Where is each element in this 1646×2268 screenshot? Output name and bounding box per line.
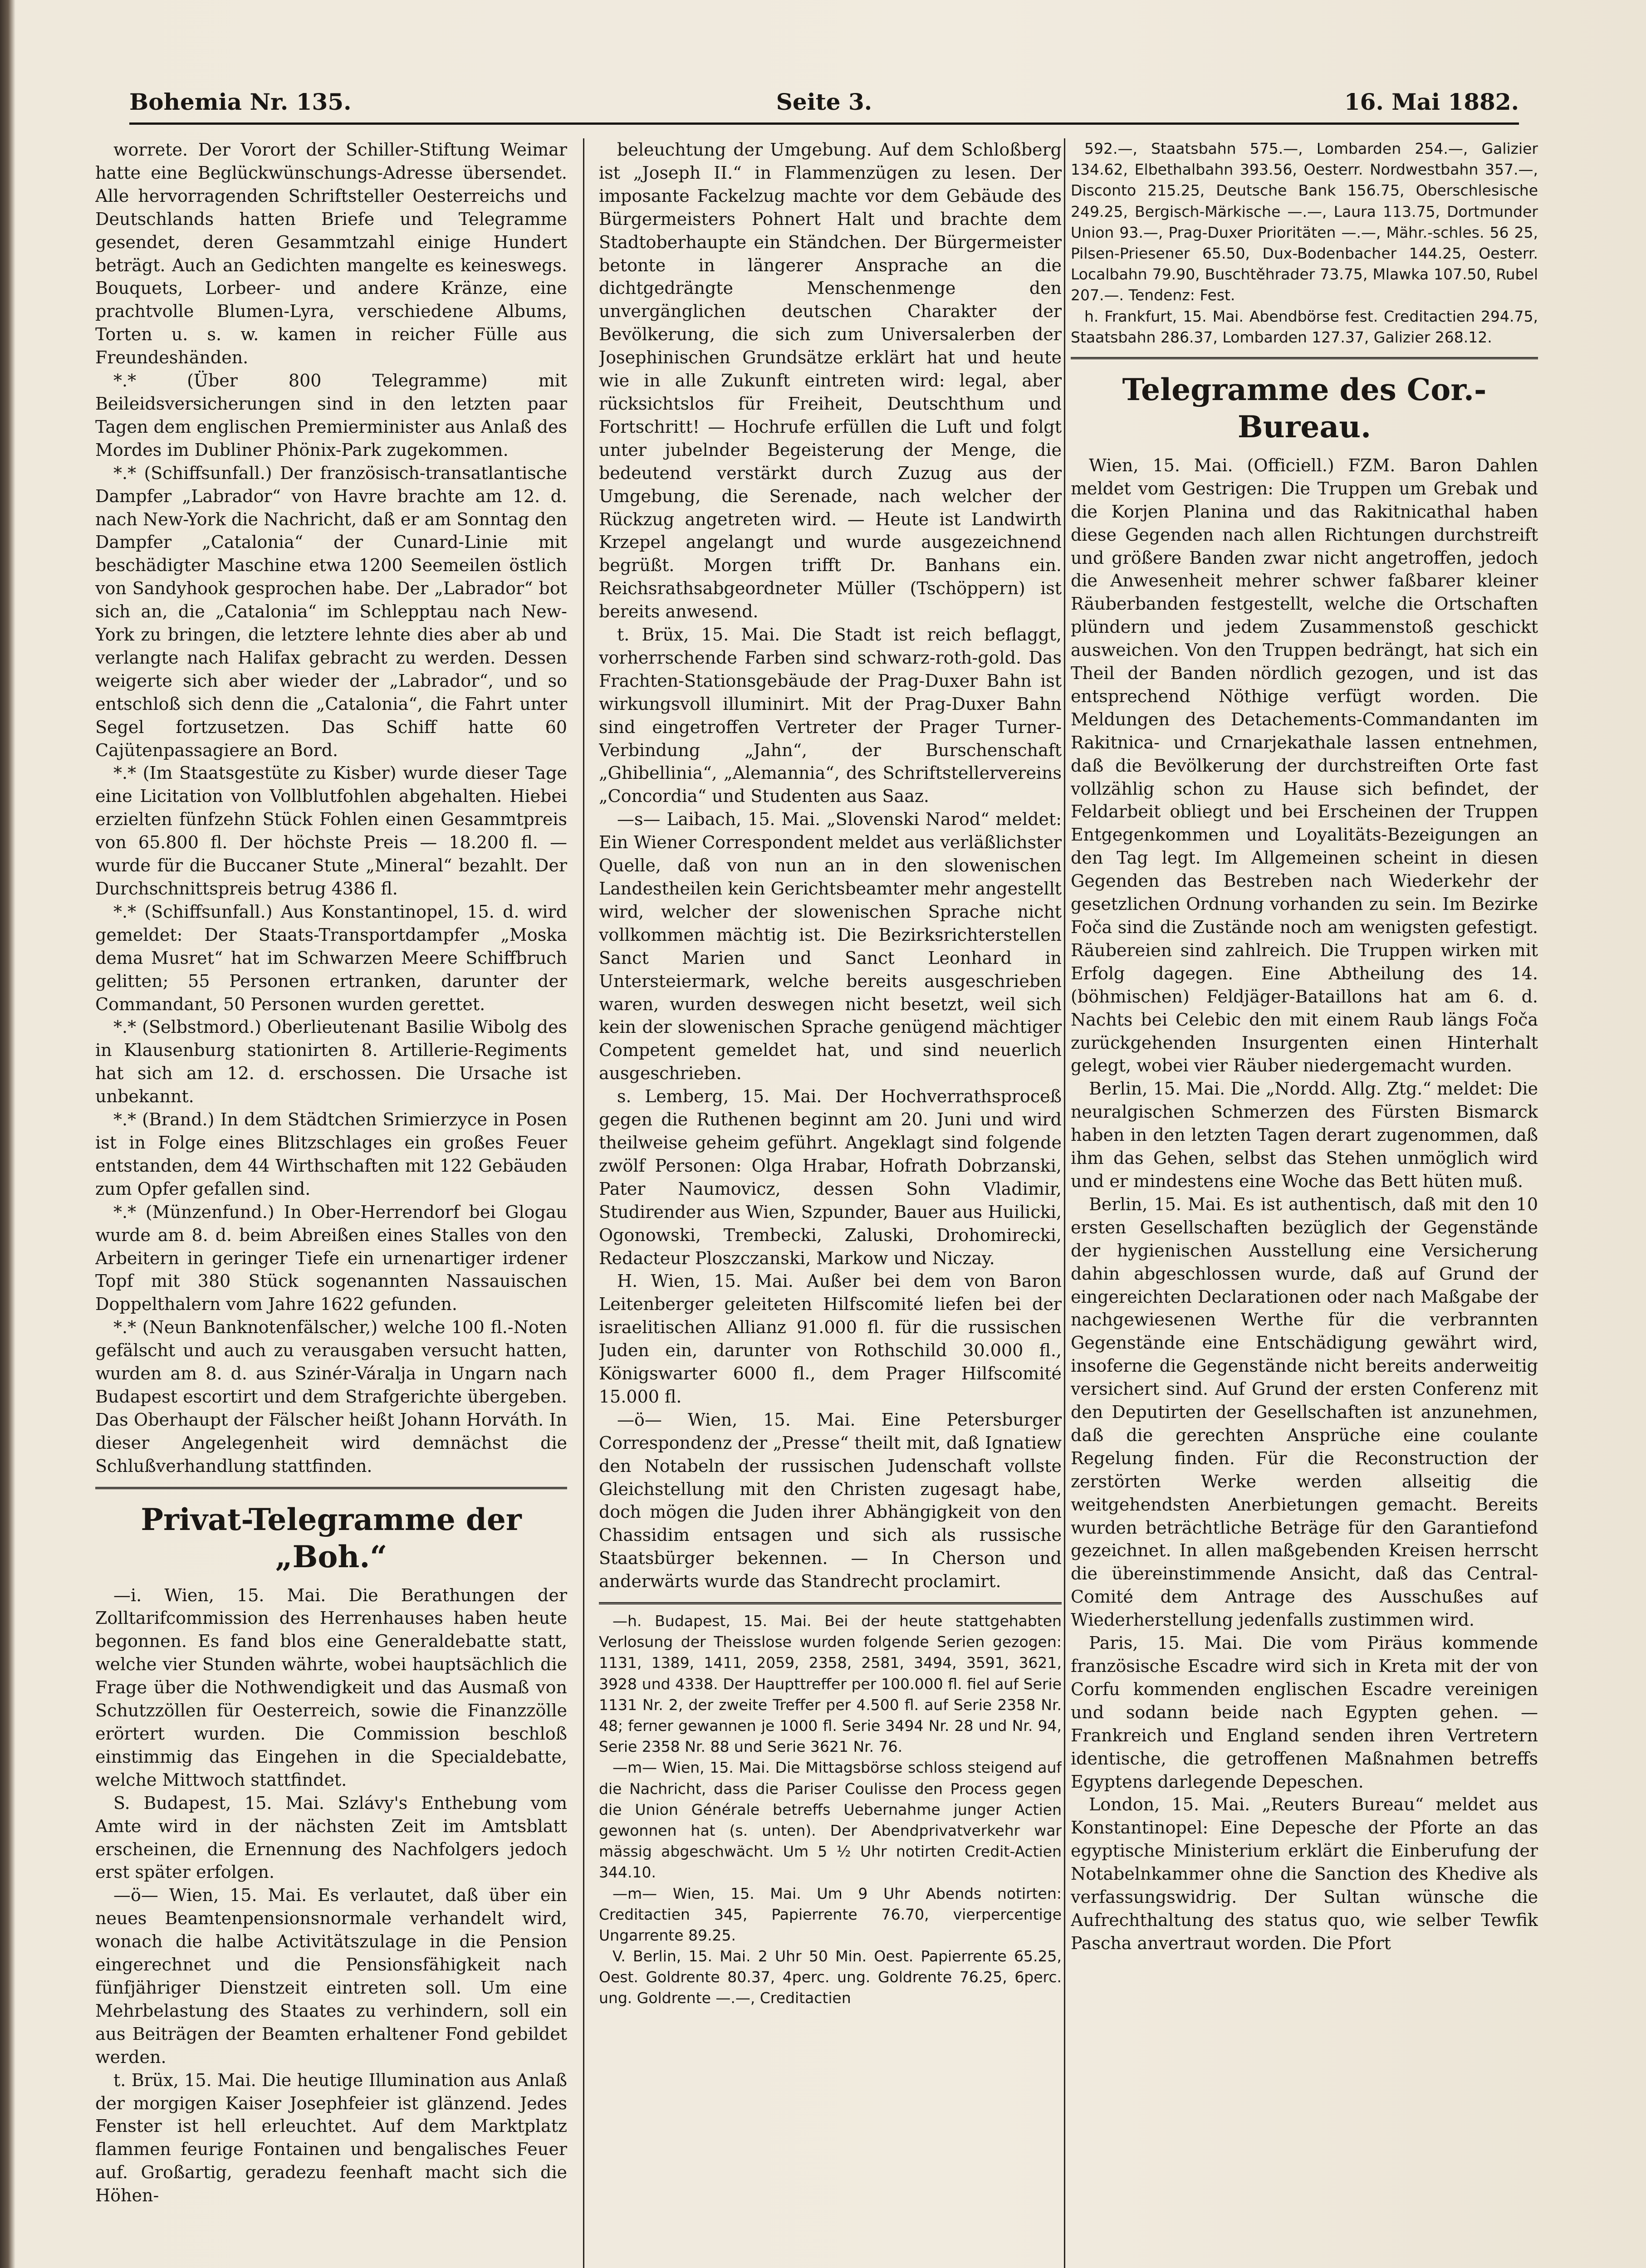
section-separator [95, 1487, 567, 1489]
news-item: *.* (Selbstmord.) Oberlieutenant Basilie Wibolg des in Klausenburg stationirten 8. Artillerie-Regiments hat sich am 12. d. erschossen. Die Ursache ist unbekannt. [95, 1017, 567, 1107]
telegram-item: t. Brüx, 15. Mai. Die Stadt ist reich beflaggt, vorherrschende Farben sind schwarz-roth-gold. Das Frachten-Stationsgebäude der Prag-Duxer Bahn ist wirkungsvoll illuminirt. Mit der Prag-Duxer Bahn sind eingetroffen Vertreter der Prager Turner-Verbindung „Jahn“, der Burschenschaft „Ghibellinia“, „Alemannia“, des Schriftstellervereins „Concordia“ und Studenten aus Saaz. [599, 625, 1062, 807]
news-item: *.* (Neun Banknotenfälscher,) welche 100 fl.-Noten gefälscht und auch zu verausgaben versucht hatten, wurden am 8. d. aus Szinér-Váralja in Ungarn nach Budapest escortirt und dem Strafgerichte übergeben. Das Oberhaupt der Fälscher heißt Johann Horváth. In dieser Angelegenheit wird demnächst die Schlußverhandlung stattfinden. [95, 1317, 567, 1476]
section-separator [599, 1602, 1062, 1604]
column-3 [1071, 138, 1538, 2268]
market-reports [599, 1611, 1062, 2009]
section-title-cor-bureau: Telegramme des Cor.-Bureau. [1122, 371, 1487, 445]
telegram-item: —i. Wien, 15. Mai. Die Berathungen der Zolltarifcommission des Herrenhauses haben heute begonnen. Es fand blos eine Generaldebatte statt, welche vier Stunden währte, wobei hauptsächlich die Frage über die Nothwendigkeit und das Ausmaß von Schutzzöllen für Oesterreich, sowie die Finanzzölle erörtert wurden. Die Commission beschloß einstimmig das Eingehen in die Specialdebatte, welche Mittwoch stattfindet. [95, 1585, 567, 1790]
market-item: —m— Wien, 15. Mai. Die Mittagsbörse schloss steigend auf die Nachricht, dass die Pariser Coulisse den Process gegen die Union Générale betreffs Uebernahme junger Actien gewonnen hat (s. unten). Der Abendprivatverkehr war mässig abgeschwächt. Um 5 ½ Uhr notirten Credit-Actien 344.10. [599, 1759, 1062, 1882]
header-paper-name: Bohemia Nr. 135. [129, 88, 352, 115]
telegram-item: London, 15. Mai. „Reuters Bureau“ meldet aus Konstantinopel: Eine Depesche der Pforte an das egyptische Ministerium erklärt die Einberufung der Notabelnkammer ohne die Sanction des Khedive als verfassungswidrig. Der Sultan wünsche die Aufrechthaltung des status quo, wie selber Tewfik Pascha anvertraut worden. Die Pfort [1071, 1794, 1538, 1953]
news-item: *.* (Im Staatsgestüte zu Kisber) wurde dieser Tage eine Licitation von Vollblutfohlen abgehalten. Hiebei erzielten fünfzehn Stück Fohlen einen Gesammtpreis von 65.800 fl. Der höchste Preis — 18.200 fl. — wurde für die Buccaner Stute „Mineral“ bezahlt. Der Durchschnittspreis betrug 4386 fl. [95, 763, 567, 899]
telegram-item: Paris, 15. Mai. Die vom Piräus kommende französische Escadre wird sich in Kreta mit der von Corfu kommenden englischen Escadre vereinigen und sodann beide nach Egypten gehen. — Frankreich und England senden ihren Vertretern identische, die getroffenen Maßnahmen betreffs Egyptens darlegende Depeschen. [1071, 1633, 1538, 1792]
market-item: —h. Budapest, 15. Mai. Bei der heute stattgehabten Verlosung der Theisslose wurden folgende Serien gezogen: 1131, 1389, 1411, 2059, 2358, 2581, 3494, 3591, 3621, 3928 und 4338. Der Haupttreffer per 100.000 fl. fiel auf Serie 1131 Nr. 2, der zweite Treffer per 4.500 fl. auf Serie 2358 Nr. 48; ferner gewannen je 1000 fl. Serie 3494 Nr. 28 und Nr. 94, Serie 2358 Nr. 88 und Serie 3621 Nr. 76. [599, 1612, 1062, 1756]
telegram-item: beleuchtung der Umgebung. Auf dem Schloßberg ist „Joseph II.“ in Flammenzügen zu lesen. Der imposante Fackelzug machte vor dem Gebäude des Bürgermeisters Pohnert Halt und brachte dem Stadtoberhaupte ein Ständchen. Der Bürgermeister betonte in längerer Ansprache an die dichtgedrängte Menschenmenge den unvergänglichen deutschen Charakter der Bevölkerung, die sich zum Universalerben der Josephinischen Grundsätze erklärt hat und heute wie in alle Zukunft eintreten wird: legal, aber rücksichtslos für Freiheit, Deutschthum und Fortschritt! — Hochrufe erfüllen die Luft und folgt unter jubelnder Begeisterung der Menge, die bedeutend verstärkt durch Zuzug aus der Umgebung, die Serenade, nach welcher der Rückzug angetreten wird. — Heute ist Landwirth Krzepel angelangt und wurde ausgezeichnend begrüßt. Morgen trifft Dr. Banhans ein. Reichsrathsabgeordneter Müller (Tschöppern) ist bereits anwesend. [599, 140, 1062, 622]
section-separator [1071, 357, 1538, 359]
section-title-private-telegrams: Privat-Telegramme der „Boh.“ [141, 1501, 522, 1575]
telegram-item: s. Lemberg, 15. Mai. Der Hochverrathsproceß gegen die Ruthenen beginnt am 20. Juni und wird theilweise geheim geführt. Angeklagt sind folgende zwölf Personen: Olga Hrabar, Hofrath Dobrzanski, Pater Naumovicz, dessen Sohn Vladimir, Studirender aus Wien, Szpunder, Bauer aus Huilicki, Ogonowski, Trembecki, Zaluski, Drohomirecki, Redacteur Ploszczanski, Markow und Niczay. [599, 1086, 1062, 1268]
telegram-item: Berlin, 15. Mai. Es ist authentisch, daß mit den 10 ersten Gesellschaften bezüglich der Gegenstände der hygienischen Ausstellung eine Versicherung dahin abgeschlossen wurde, daß auf Grund der eingereichten Declarationen oder nach Maßgabe der nachgewiesenen Werthe für die verbrannten Gegenstände eine Entschädigung gewährt wird, insoferne die Gegenstände nicht bereits anderweitig versichert sind. Auf Grund der ersten Conferenz mit den Deputirten der Gesellschaften ist anzunehmen, daß die gerechten Ansprüche eine coulante Regelung finden. Für die Reconstruction der zerstörten Werke werden allseitig die weitgehendsten Anerbietungen gemacht. Bereits wurden beträchtliche Beträge für den Garantiefond gezeichnet. In allen maßgebenden Kreisen herrscht die übereinstimmende Ansicht, daß das Central-Comité dem Antrage des Ausschußes auf Wiederherstellung jedenfalls zustimmen wird. [1071, 1194, 1538, 1630]
article-paragraph: worrete. Der Vorort der Schiller-Stiftung Weimar hatte eine Beglückwünschungs-Adresse übersendet. Alle hervorragenden Schriftsteller Oesterreichs und Deutschlands hatten Briefe und Telegramme gesendet, deren Gesammtzahl einige Hundert beträgt. Auch an Gedichten mangelte es keineswegs. Bouquets, Lorbeer- und andere Kränze, eine prachtvolle Blumen-Lyra, verschiedene Albums, Torten u. s. w. kamen in reicher Fülle aus Freundeshänden. [95, 140, 567, 368]
market-reports-continued [1071, 138, 1538, 348]
header-page-number: Seite 3. [776, 88, 872, 115]
telegram-item: Wien, 15. Mai. (Officiell.) FZM. Baron Dahlen meldet vom Gestrigen: Die Truppen um Grebak und die Korjen Planina und das Rakitnicathal haben diese Gegenden nach allen Richtungen durchstreift und größere Banden zwar nicht angetroffen, jedoch die Anwesenheit mehrer schwer faßbarer kleiner Räuberbanden festgestellt, welche die Ortschaften plündern und jedem Zusammenstoß geschickt ausweichen. Von den Truppen bedrängt, hat sich ein Theil der Banden nördlich gezogen, und ist das entsprechend Nöthige verfügt worden. Die Meldungen des Detachements-Commandanten im Rakitnica- und Crnarjekathale lassen entnehmen, daß die Bevölkerung der durchstreiften Orte fast vollzählig schon zu Hause sich befindet, der Feldarbeit obliegt und bei Erscheinen der Truppen Entgegenkommen und Loyalitäts-Bezeigungen an den Tag legt. Im Allgemeinen scheint in diesen Gegenden das Bestreben nach Wiederkehr der gesetzlichen Ordnung vorhanden zu sein. Im Bezirke Foča sind die Zustände noch am wenigsten gefestigt. Räubereien sind zahlreich. Die Truppen wirken mit Erfolg dagegen. Eine Abtheilung des 14. (böhmischen) Feldjäger-Bataillons hat am 6. d. Nachts bei Celebic den mit einem Raub längs Foča zurückgehenden Insurgenten einen Hinterhalt gelegt, wobei vier Räuber niedergemacht wurden. [1071, 455, 1538, 1076]
news-item: *.* (Brand.) In dem Städtchen Srimierzyce in Posen ist in Folge eines Blitzschlages ein großes Feuer entstanden, dem 44 Wirthschaften mit 122 Gebäuden zum Opfer gefallen sind. [95, 1110, 567, 1199]
page-header [129, 88, 1519, 125]
news-item: *.* (Schiffsunfall.) Aus Konstantinopel, 15. d. wird gemeldet: Der Staats-Transportdampfer „Moska dema Musret“ hat im Schwarzen Meere Schiffbruch gelitten; 55 Personen ertranken, darunter der Commandant, 50 Personen wurden gerettet. [95, 901, 567, 1014]
telegram-item: —ö— Wien, 15. Mai. Eine Petersburger Correspondenz der „Presse“ theilt mit, daß Ignatiew den Notabeln der russischen Judenschaft vollste Gleichstellung mit den Christen zugesagt habe, doch mögen die Juden ihrer Abhängigkeit von den Chassidim entsagen und sich als russische Staatsbürger bekennen. — In Cherson und anderwärts wurde das Standrecht proclamirt. [599, 1409, 1062, 1592]
telegram-item: t. Brüx, 15. Mai. Die heutige Illumination aus Anlaß der morgigen Kaiser Josephfeier ist glänzend. Jedes Fenster ist hell erleuchtet. Auf dem Marktplatz flammen feurige Fontainen und bengalisches Feuer auf. Großartig, geradezu feenhaft macht sich die Höhen- [95, 2070, 567, 2206]
header-rule [129, 122, 1519, 125]
telegram-item: —ö— Wien, 15. Mai. Es verlautet, daß über ein neues Beamtenpensionsnormale verhandelt wird, wonach die halbe Activitätszulage in die Pension eingerechnet und die Pensionsfähigkeit nach fünfjähriger Dienstzeit eintreten soll. Um eine Mehrbelastung des Staates zu verhindern, soll ein aus Beiträgen der Beamten erhaltener Fond gebildet werden. [95, 1885, 567, 2067]
telegram-item: —s— Laibach, 15. Mai. „Slovenski Narod“ meldet: Ein Wiener Correspondent meldet aus verläßlichster Quelle, daß von nun an in den slowenischen Landestheilen kein Gerichtsbeamter mehr angestellt wird, welcher der slowenischen Sprache nicht vollkommen mächtig ist. Die Bezirksrichterstellen Sanct Marien und Sanct Leonhard in Untersteiermark, welche bereits ausgeschrieben waren, wurden deswegen nicht besetzt, weil sich kein der slowenischen Sprache genügend mächtiger Competent gemeldet hat, und sind neuerlich ausgeschrieben. [599, 809, 1062, 1084]
telegram-item: H. Wien, 15. Mai. Außer bei dem von Baron Leitenberger geleiteten Hilfscomité liefen bei der israelitischen Allianz 91.000 fl. für die russischen Juden ein, darunter von Rothschild 30.000 fl., Königswarter 6000 fl., dem Prager Hilfscomité 15.000 fl. [599, 1271, 1062, 1407]
news-item: *.* (Schiffsunfall.) Der französisch-transatlantische Dampfer „Labrador“ von Havre brachte am 12. d. nach New-York die Nachricht, daß er am Sonntag den Dampfer „Catalonia“ der Cunard-Linie mit beschädigter Maschine etwa 1200 Seemeilen östlich von Sandyhook gesprochen habe. Der „Labrador“ bot sich an, die „Catalonia“ im Schlepptau nach New-York zu bringen, die letztere lehnte dies aber ab und verlangte nach Halifax gebracht zu werden. Dessen weigerte sich aber wieder der „Labrador“, und so entschloß sich denn die „Catalonia“, die Fahrt unter Segel fortzusetzen. Das Schiff hatte 60 Cajütenpassagiere an Bord. [95, 463, 567, 760]
column-1 [95, 138, 567, 2268]
header-date: 16. Mai 1882. [1344, 88, 1519, 115]
market-item: —m— Wien, 15. Mai. Um 9 Uhr Abends notirten: Creditactien 345, Papierrente 76.70, vierpercentige Ungarrente 89.25. [599, 1884, 1062, 1944]
market-item: h. Frankfurt, 15. Mai. Abendbörse fest. Creditactien 294.75, Staatsbahn 286.37, Lombarden 127.37, Galizier 268.12. [1071, 307, 1538, 346]
news-item: *.* (Über 800 Telegramme) mit Beileidsversicherungen sind in den letzten paar Tagen dem englischen Premierminister aus Anlaß des Mordes im Dubliner Phönix-Park zugekommen. [95, 371, 567, 460]
news-item: *.* (Münzenfund.) In Ober-Herrendorf bei Glogau wurde am 8. d. beim Abreißen eines Stalles von den Arbeitern in geringer Tiefe ein urnenartiger irdener Topf mit 380 Stück sogenannten Nassauischen Doppelthalern vom Jahre 1622 gefunden. [95, 1202, 567, 1315]
column-divider-2 [1064, 138, 1065, 2268]
telegram-item: Berlin, 15. Mai. Die „Nordd. Allg. Ztg.“ meldet: Die neuralgischen Schmerzen des Fürsten Bismarck haben in den letzten Tagen derart zugenommen, daß ihm das Gehen, selbst das Stehen unmöglich wird und er mindestens eine Woche das Bett hüten muß. [1071, 1079, 1538, 1191]
telegram-item: S. Budapest, 15. Mai. Szlávy's Enthebung vom Amte wird in der nächsten Zeit im Amtsblatt erscheinen, die Ernennung des Nachfolgers jedoch erst später erfolgen. [95, 1793, 567, 1882]
column-divider-1 [583, 138, 584, 2268]
column-2 [599, 138, 1062, 2268]
market-item: V. Berlin, 15. Mai. 2 Uhr 50 Min. Oest. Papierrente 65.25, Oest. Goldrente 80.37, 4perc. ung. Goldrente 76.25, 6perc. ung. Goldrente —.—, Creditactien [599, 1947, 1062, 2007]
market-item: 592.—, Staatsbahn 575.—, Lombarden 254.—, Galizier 134.62, Elbethalbahn 393.56, Oesterr. Nordwestbahn 357.—, Disconto 215.25, Deutsche Bank 156.75, Oberschlesische 249.25, Bergisch-Märkische —.—, Laura 113.75, Dortmunder Union 93.—, Prag-Duxer Prioritäten —.—, Mähr.-schles. 56 25, Pilsen-Priesener 65.50, Dux-Bodenbacher 144.25, Oesterr. Localbahn 79.90, Buschtěhrader 73.75, Mlawka 107.50, Rubel 207.—. Tendenz: Fest. [1071, 140, 1538, 304]
